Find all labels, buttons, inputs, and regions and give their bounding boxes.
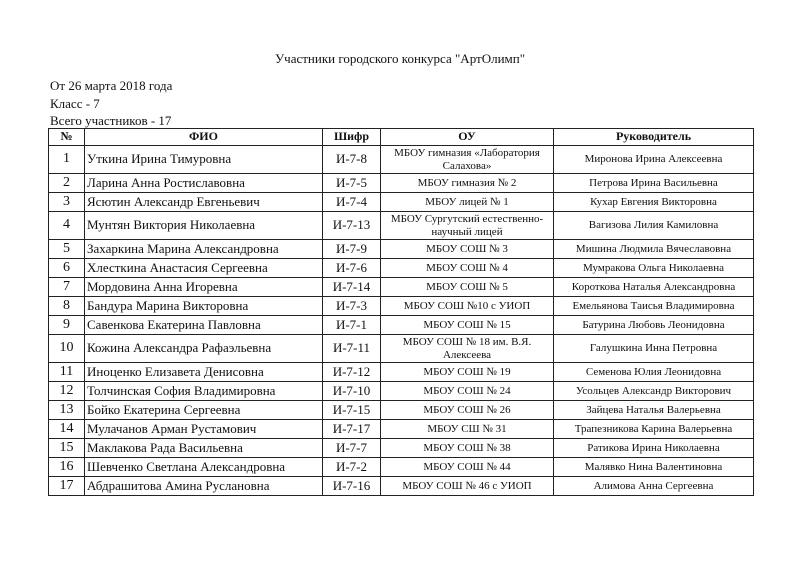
table-row	[49, 212, 754, 240]
row-number: 3	[49, 193, 85, 212]
header-code: Шифр	[323, 129, 381, 146]
school-name: МБОУ Сургутский естественно-научный лицей	[381, 212, 554, 240]
school-name: МБОУ СОШ № 15	[381, 316, 554, 335]
table-row	[49, 401, 754, 420]
school-name: МБОУ СОШ № 19	[381, 363, 554, 382]
participant-name: Захаркина Марина Александровна	[85, 240, 323, 259]
table-row	[49, 316, 754, 335]
table-header-row	[49, 129, 754, 146]
supervisor-name: Батурина Любовь Леонидовна	[554, 316, 754, 335]
table-row	[49, 146, 754, 174]
row-number: 5	[49, 240, 85, 259]
school-name: МБОУ СОШ №10 с УИОП	[381, 297, 554, 316]
school-name: МБОУ СОШ № 46 с УИОП	[381, 477, 554, 496]
participants-table	[48, 128, 754, 496]
header-supervisor: Руководитель	[554, 129, 754, 146]
participant-name: Шевченко Светлана Александровна	[85, 458, 323, 477]
total-line: Всего участников - 17	[50, 113, 172, 128]
school-name: МБОУ СОШ № 18 им. В.Я. Алексеева	[381, 335, 554, 363]
school-name: МБОУ гимназия № 2	[381, 174, 554, 193]
supervisor-name: Усольцев Александр Викторович	[554, 382, 754, 401]
school-name: МБОУ СОШ № 44	[381, 458, 554, 477]
table-row	[49, 174, 754, 193]
participant-code: И-7-6	[323, 259, 381, 278]
participant-name: Ясютин Александр Евгеньевич	[85, 193, 323, 212]
participant-code: И-7-13	[323, 212, 381, 240]
table-row	[49, 363, 754, 382]
participant-code: И-7-1	[323, 316, 381, 335]
supervisor-name: Зайцева Наталья Валерьевна	[554, 401, 754, 420]
supervisor-name: Короткова Наталья Александровна	[554, 278, 754, 297]
row-number: 13	[49, 401, 85, 420]
participant-code: И-7-17	[323, 420, 381, 439]
row-number: 2	[49, 174, 85, 193]
participant-name: Иноценко Елизавета Денисовна	[85, 363, 323, 382]
supervisor-name: Трапезникова Карина Валерьевна	[554, 420, 754, 439]
supervisor-name: Ратикова Ирина Николаевна	[554, 439, 754, 458]
row-number: 6	[49, 259, 85, 278]
supervisor-name: Галушкина Инна Петровна	[554, 335, 754, 363]
participant-code: И-7-10	[323, 382, 381, 401]
row-number: 11	[49, 363, 85, 382]
participant-code: И-7-8	[323, 146, 381, 174]
date-line: От 26 марта 2018 года	[50, 78, 173, 93]
row-number: 16	[49, 458, 85, 477]
supervisor-name: Малявко Нина Валентиновна	[554, 458, 754, 477]
participant-code: И-7-14	[323, 278, 381, 297]
supervisor-name: Петрова Ирина Васильевна	[554, 174, 754, 193]
row-number: 9	[49, 316, 85, 335]
participant-name: Маклакова Рада Васильевна	[85, 439, 323, 458]
participant-code: И-7-7	[323, 439, 381, 458]
school-name: МБОУ СОШ № 24	[381, 382, 554, 401]
participant-code: И-7-4	[323, 193, 381, 212]
table-row	[49, 439, 754, 458]
participant-name: Уткина Ирина Тимуровна	[85, 146, 323, 174]
supervisor-name: Алимова Анна Сергеевна	[554, 477, 754, 496]
participant-name: Мулачанов Арман Рустамович	[85, 420, 323, 439]
row-number: 12	[49, 382, 85, 401]
school-name: МБОУ гимназия «Лаборатория Салахова»	[381, 146, 554, 174]
row-number: 1	[49, 146, 85, 174]
supervisor-name: Миронова Ирина Алексеевна	[554, 146, 754, 174]
participant-name: Савенкова Екатерина Павловна	[85, 316, 323, 335]
participant-name: Мордовина Анна Игоревна	[85, 278, 323, 297]
table-row	[49, 297, 754, 316]
participant-name: Толчинская София Владимировна	[85, 382, 323, 401]
table-row	[49, 458, 754, 477]
participant-name: Мунтян Виктория Николаевна	[85, 212, 323, 240]
table-row	[49, 420, 754, 439]
header-name: ФИО	[85, 129, 323, 146]
supervisor-name: Вагизова Лилия Камиловна	[554, 212, 754, 240]
supervisor-name: Мумракова Ольга Николаевна	[554, 259, 754, 278]
table-row	[49, 193, 754, 212]
participant-name: Бойко Екатерина Сергеевна	[85, 401, 323, 420]
participant-name: Кожина Александра Рафаэльевна	[85, 335, 323, 363]
participant-name: Абдрашитова Амина Руслановна	[85, 477, 323, 496]
participant-code: И-7-2	[323, 458, 381, 477]
school-name: МБОУ лицей № 1	[381, 193, 554, 212]
school-name: МБОУ СОШ № 5	[381, 278, 554, 297]
table-row	[49, 477, 754, 496]
school-name: МБОУ СОШ № 3	[381, 240, 554, 259]
row-number: 7	[49, 278, 85, 297]
school-name: МБОУ СОШ № 38	[381, 439, 554, 458]
header-number: №	[49, 129, 85, 146]
participant-code: И-7-5	[323, 174, 381, 193]
participant-code: И-7-11	[323, 335, 381, 363]
header-school: ОУ	[381, 129, 554, 146]
participant-code: И-7-15	[323, 401, 381, 420]
participant-name: Хлесткина Анастасия Сергеевна	[85, 259, 323, 278]
participant-code: И-7-12	[323, 363, 381, 382]
supervisor-name: Емельянова Таисья Владимировна	[554, 297, 754, 316]
page-title: Участники городского конкурса "АртОлимп"	[274, 51, 526, 66]
participant-name: Ларина Анна Ростиславовна	[85, 174, 323, 193]
school-name: МБОУ СОШ № 4	[381, 259, 554, 278]
participant-name: Бандура Марина Викторовна	[85, 297, 323, 316]
table-row	[49, 259, 754, 278]
row-number: 15	[49, 439, 85, 458]
class-line: Класс - 7	[50, 96, 100, 111]
table-row	[49, 240, 754, 259]
table-row	[49, 335, 754, 363]
row-number: 10	[49, 335, 85, 363]
supervisor-name: Мишина Людмила Вячеславовна	[554, 240, 754, 259]
row-number: 14	[49, 420, 85, 439]
row-number: 4	[49, 212, 85, 240]
row-number: 8	[49, 297, 85, 316]
school-name: МБОУ СОШ № 26	[381, 401, 554, 420]
supervisor-name: Кухар Евгения Викторовна	[554, 193, 754, 212]
row-number: 17	[49, 477, 85, 496]
participant-code: И-7-3	[323, 297, 381, 316]
participant-code: И-7-9	[323, 240, 381, 259]
school-name: МБОУ СШ № 31	[381, 420, 554, 439]
supervisor-name: Семенова Юлия Леонидовна	[554, 363, 754, 382]
table-row	[49, 382, 754, 401]
participant-code: И-7-16	[323, 477, 381, 496]
table-row	[49, 278, 754, 297]
